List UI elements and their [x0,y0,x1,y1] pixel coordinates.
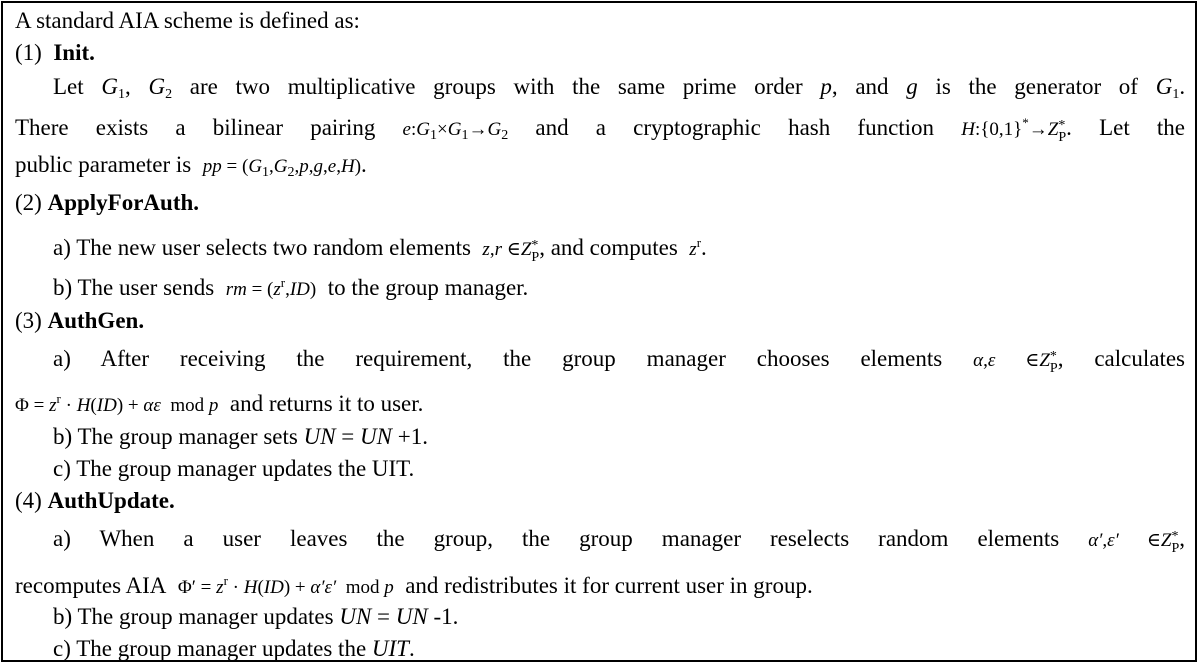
hash-formula: H:{0,1}*→Z * P [961,115,1067,145]
section-heading-authupdate: (4) AuthUpdate. [15,488,175,513]
section-number: (1) [15,40,42,65]
zr-formula: $z^r$ [689,235,702,260]
request-message-formula: rm = $(z^r,ID)$ [225,275,317,300]
public-parameter-formula: pp = $(G_1,G_2,p,g,e,H)$ [202,156,362,180]
authgen-line-a: a) After receiving the requirement, the group manager chooses elements α,ε ∈Z * P , calculates [53,346,1185,376]
phi-prime-formula: $\Phi' = z^r \cdot H(ID) + \alpha'\varepsilon'$ mod p [177,573,394,598]
init-line-2: There exists a bilinear pairing $e:G_1\times G_1\to G_2$ and a cryptographic hash function H:{0,1}*→Z * P . Let the [15,115,1186,145]
authupdate-line-a2: recomputes AIA $\Phi' = z^r \cdot H(ID) + \alpha'\varepsilon'$ mod p and redistributes it for current user in group. [15,573,813,598]
authgen-line-a2: $\Phi = z^r \cdot H(ID) + \alpha\varepsilon$ mod p and returns it to user. [15,391,424,416]
section-title: Init. [53,40,95,65]
authupdate-line-b: b) The group manager updates UN = UN -1. [53,604,459,629]
authgen-line-b: b) The group manager sets UN = UN +1. [53,424,428,449]
pairing-formula: $e:G_1\times G_1\to G_2$ [402,119,509,143]
authupdate-line-c: c) The group manager updates the UIT. [53,636,415,661]
apply-line-b: b) The user sends rm = $(z^r,ID)$ to the group manager. [53,275,529,300]
authgen-line-c: c) The group manager updates the UIT. [53,456,415,481]
phi-formula: $\Phi = z^r \cdot H(ID) + \alpha\varepsilon$ mod p [15,391,219,416]
random-elements-formula: z,r ∈Z * P [482,238,540,265]
alpha-epsilon-formula: α,ε ∈Z * P [973,349,1058,376]
section-heading-init [15,39,95,67]
init-line-3: public parameter is pp = $(G_1,G_2,p,g,e,H)$. [15,152,367,180]
init-line-1: Let $G_1$, $G_2$ are two multiplicative groups with the same prime order p, and g is the generator of $G_1$. [53,74,1186,102]
section-heading-applyforauth: (2) ApplyForAuth. [15,190,200,215]
apply-line-a: a) The new user selects two random elements z,r ∈Z * P , and computes $z^r$. [53,235,707,265]
section-heading-authgen: (3) AuthGen. [15,308,145,333]
scheme-definition-box [1,1,1197,662]
alpha-prime-epsilon-prime-formula: α′,ε′ ∈Z * P [1088,529,1180,556]
authupdate-line-a: a) When a user leaves the group, the group manager reselects random elements α′,ε′ ∈Z * P , [53,526,1186,556]
intro-text: A standard AIA scheme is defined as: [15,8,360,33]
